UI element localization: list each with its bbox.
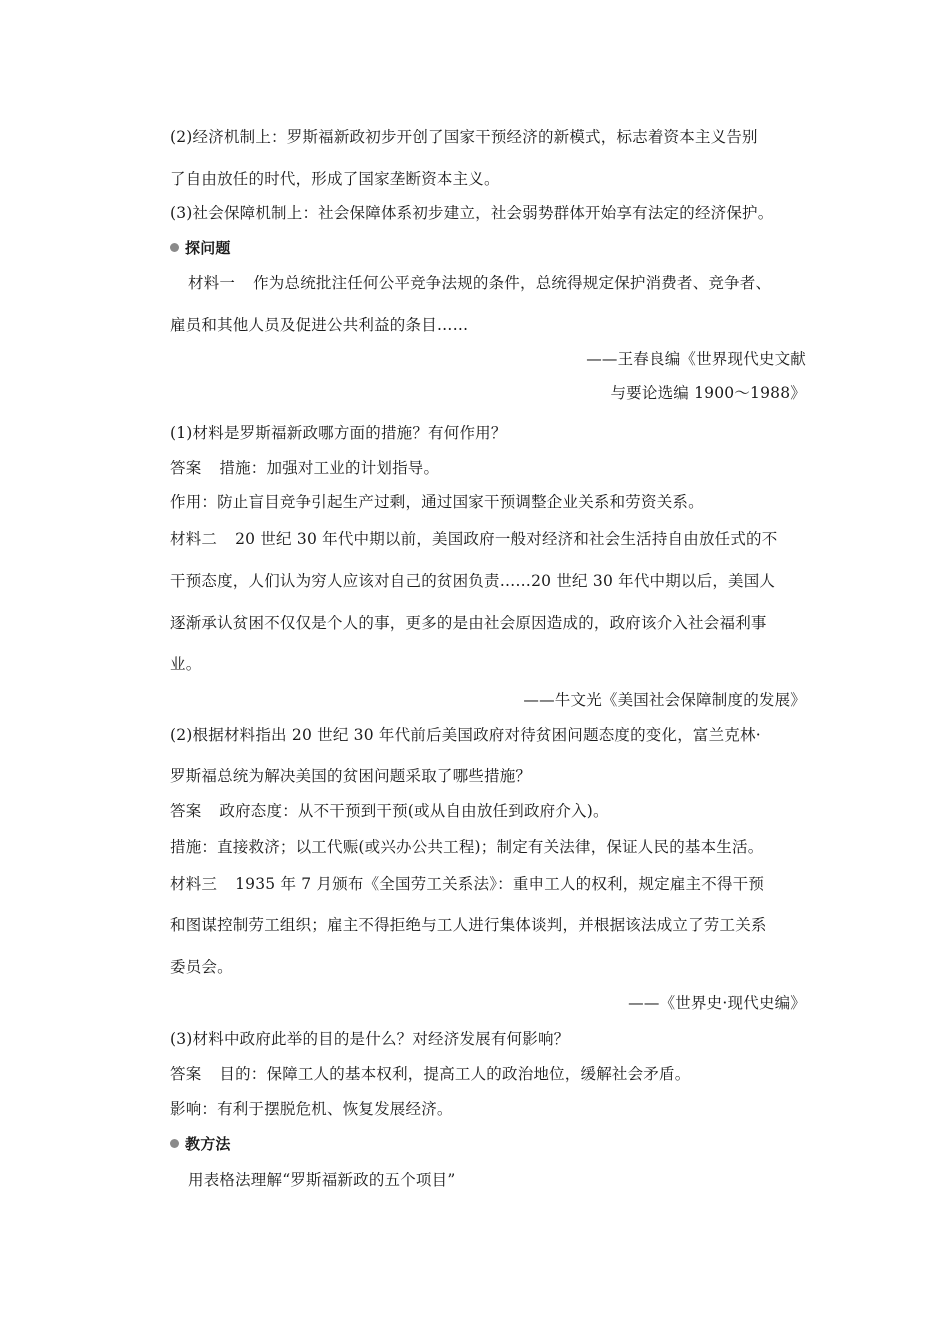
answer-3-effect: 影响：有利于摆脱危机、恢复发展经济。 (170, 1100, 453, 1118)
material-one-line (188, 273, 771, 293)
material-label: 材料二 (170, 530, 218, 548)
answer-label: 答案 (170, 459, 202, 477)
question-2-cont: 罗斯福总统为解决美国的贫困问题采取了哪些措施？ (170, 767, 532, 785)
source-citation: ——王春良编《世界现代史文献 (586, 350, 806, 368)
material-text: 20 世纪 30 年代中期以前，美国政府一般对经济和社会生活持自由放任式的不 (235, 530, 778, 548)
source-citation: ——《世界史·现代史编》 (628, 994, 806, 1012)
answer-label: 答案 (170, 1065, 202, 1083)
paragraph-line: 和图谋控制劳工组织；雇主不得拒绝与工人进行集体谈判，并根据该法成立了劳工关系 (170, 916, 767, 934)
answer-text: 政府态度：从不干预到干预(或从自由放任到政府介入)。 (219, 802, 609, 820)
question-2: (2)根据材料指出 20 世纪 30 年代前后美国政府对待贫困问题态度的变化，富兰克林· (170, 726, 761, 744)
question-3: (3)材料中政府此举的目的是什么？对经济发展有何影响？ (170, 1030, 570, 1048)
answer-2-line (170, 801, 609, 821)
material-two-line (170, 529, 777, 549)
paragraph-line: 逐渐承认贫困不仅仅是个人的事，更多的是由社会原因造成的，政府该介入社会福利事 (170, 614, 767, 632)
answer-3-line (170, 1064, 690, 1084)
section-heading-text: 教方法 (185, 1135, 231, 1153)
material-text: 作为总统批注任何公平竞争法规的条件，总统得规定保护消费者、竞争者、 (253, 274, 772, 292)
material-text: 1935 年 7 月颁布《全国劳工关系法》：重申工人的权利，规定雇主不得干预 (235, 875, 765, 893)
paragraph-line: 干预态度，人们认为穷人应该对自己的贫困负责……20 世纪 30 年代中期以后，美国人 (170, 572, 776, 590)
answer-text: 目的：保障工人的基本权利，提高工人的政治地位，缓解社会矛盾。 (219, 1065, 691, 1083)
paragraph-line: 委员会。 (170, 958, 233, 976)
answer-label: 答案 (170, 802, 202, 820)
source-citation: ——牛文光《美国社会保障制度的发展》 (523, 691, 806, 709)
material-label: 材料三 (170, 875, 218, 893)
bullet-dot-icon (170, 243, 179, 252)
paragraph-line: (3)社会保障机制上：社会保障体系初步建立，社会弱势群体开始享有法定的经济保护。 (170, 204, 774, 222)
answer-text: 措施：加强对工业的计划指导。 (219, 459, 440, 477)
paragraph-line: 了自由放任的时代，形成了国家垄断资本主义。 (170, 170, 500, 188)
paragraph-line: 用表格法理解“罗斯福新政的五个项目” (188, 1171, 456, 1189)
bullet-dot-icon (170, 1139, 179, 1148)
answer-1-line (170, 458, 439, 478)
section-heading-explore (170, 238, 231, 258)
paragraph-line: 业。 (170, 655, 202, 673)
paragraph-line: 雇员和其他人员及促进公共利益的条目…… (170, 316, 469, 334)
answer-2-measures: 措施：直接救济；以工代赈(或兴办公共工程)；制定有关法律，保证人民的基本生活。 (170, 838, 764, 856)
section-heading-text: 探问题 (185, 239, 231, 257)
paragraph-line: (2)经济机制上：罗斯福新政初步开创了国家干预经济的新模式，标志着资本主义告别 (170, 128, 758, 146)
material-label: 材料一 (188, 274, 236, 292)
section-heading-method (170, 1134, 231, 1154)
answer-1-effect: 作用：防止盲目竞争引起生产过剩，通过国家干预调整企业关系和劳资关系。 (170, 493, 704, 511)
question-1: (1)材料是罗斯福新政哪方面的措施？有何作用？ (170, 424, 507, 442)
material-three-line (170, 874, 764, 894)
source-citation: 与要论选编 1900～1988》 (610, 384, 806, 402)
